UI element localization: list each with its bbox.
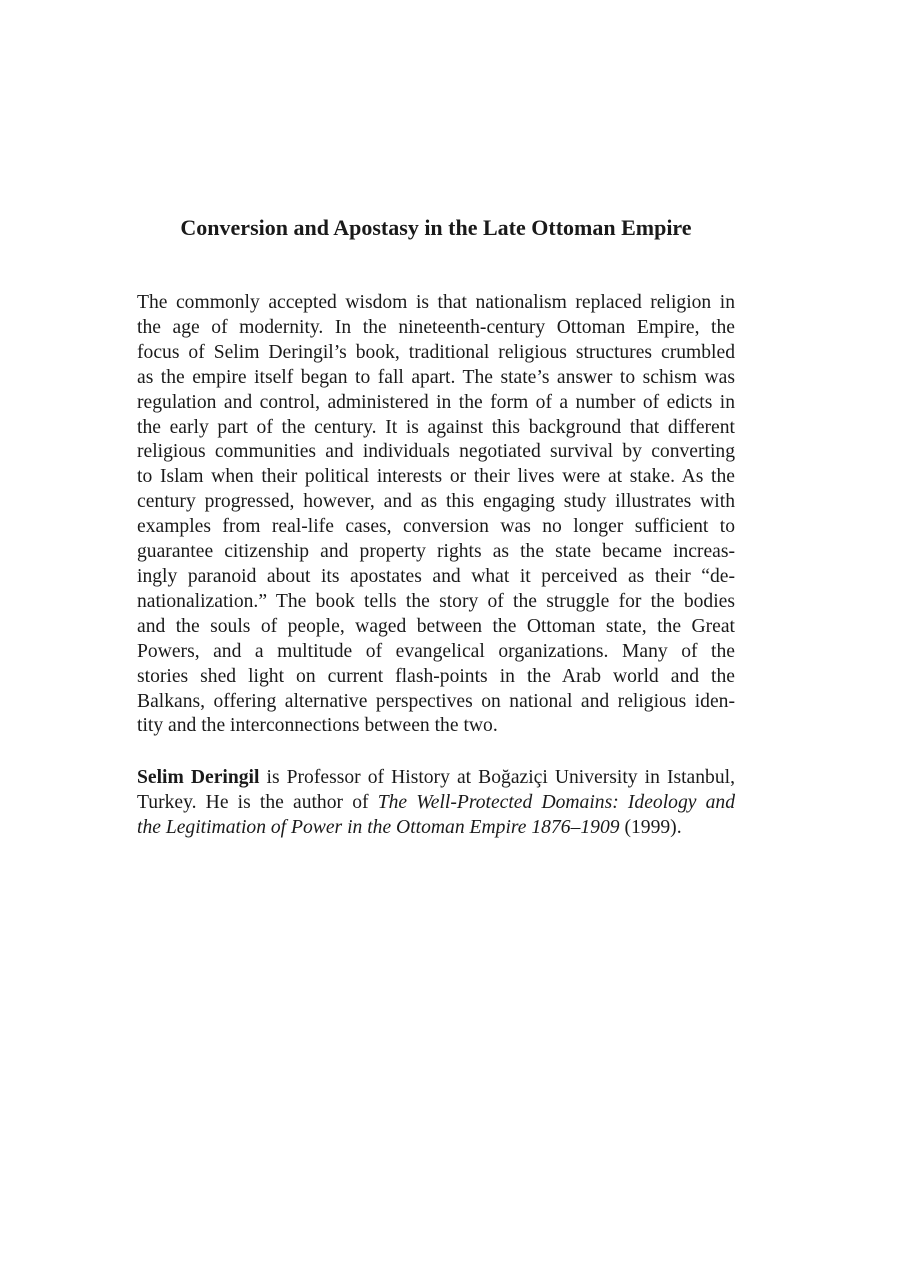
description-line: tity and the interconnections between the two. <box>137 715 498 737</box>
author-bio <box>137 765 735 841</box>
bio-text: (1999). <box>619 817 682 839</box>
description-line: century progressed, however, and as this engaging study illustrates with <box>137 491 735 513</box>
description-line: Powers, and a multitude of evangelical organizations. Many of the <box>137 640 735 662</box>
description-line: focus of Selim Deringil’s book, traditional religious structures crumbled <box>137 341 735 363</box>
description-line: religious communities and individuals negotiated survival by converting <box>137 441 735 463</box>
description-line: and the souls of people, waged between the Ottoman state, the Great <box>137 615 735 637</box>
book-description <box>137 291 735 739</box>
description-line: the early part of the century. It is against this background that different <box>137 416 735 438</box>
bio-line <box>137 790 735 815</box>
bio-line <box>137 765 735 790</box>
description-line: ingly paranoid about its apostates and what it perceived as their “de- <box>137 565 735 587</box>
description-line: as the empire itself began to fall apart. The state’s answer to schism was <box>137 366 735 388</box>
description-line: Balkans, offering alternative perspectives on national and religious iden- <box>137 690 735 712</box>
description-line: stories shed light on current flash-points in the Arab world and the <box>137 665 735 687</box>
description-line: The commonly accepted wisdom is that nationalism replaced religion in <box>137 292 735 313</box>
description-line: the age of modernity. In the nineteenth-century Ottoman Empire, the <box>137 316 735 338</box>
description-line: to Islam when their political interests or their lives were at stake. As the <box>137 466 735 488</box>
description-line: examples from real-life cases, conversion was no longer sufficient to <box>137 516 735 538</box>
bio-text: is Professor of History at Boğaziçi University in Istanbul, <box>259 767 735 788</box>
previous-book-title: The Well-Protected Domains: Ideology and <box>377 792 735 814</box>
description-line: regulation and control, administered in the form of a number of edicts in <box>137 391 735 413</box>
description-line: nationalization.” The book tells the story of the struggle for the bodies <box>137 590 735 612</box>
bio-line <box>137 815 735 840</box>
previous-book-title: the Legitimation of Power in the Ottoman Empire 1876–1909 <box>137 817 620 839</box>
bio-text: Turkey. He is the author of <box>137 792 378 814</box>
author-name: Selim Deringil <box>137 767 260 788</box>
book-title: Conversion and Apostasy in the Late Ottoman Empire <box>180 215 692 240</box>
description-line: guarantee citizenship and property rights as the state became increas- <box>137 541 735 563</box>
